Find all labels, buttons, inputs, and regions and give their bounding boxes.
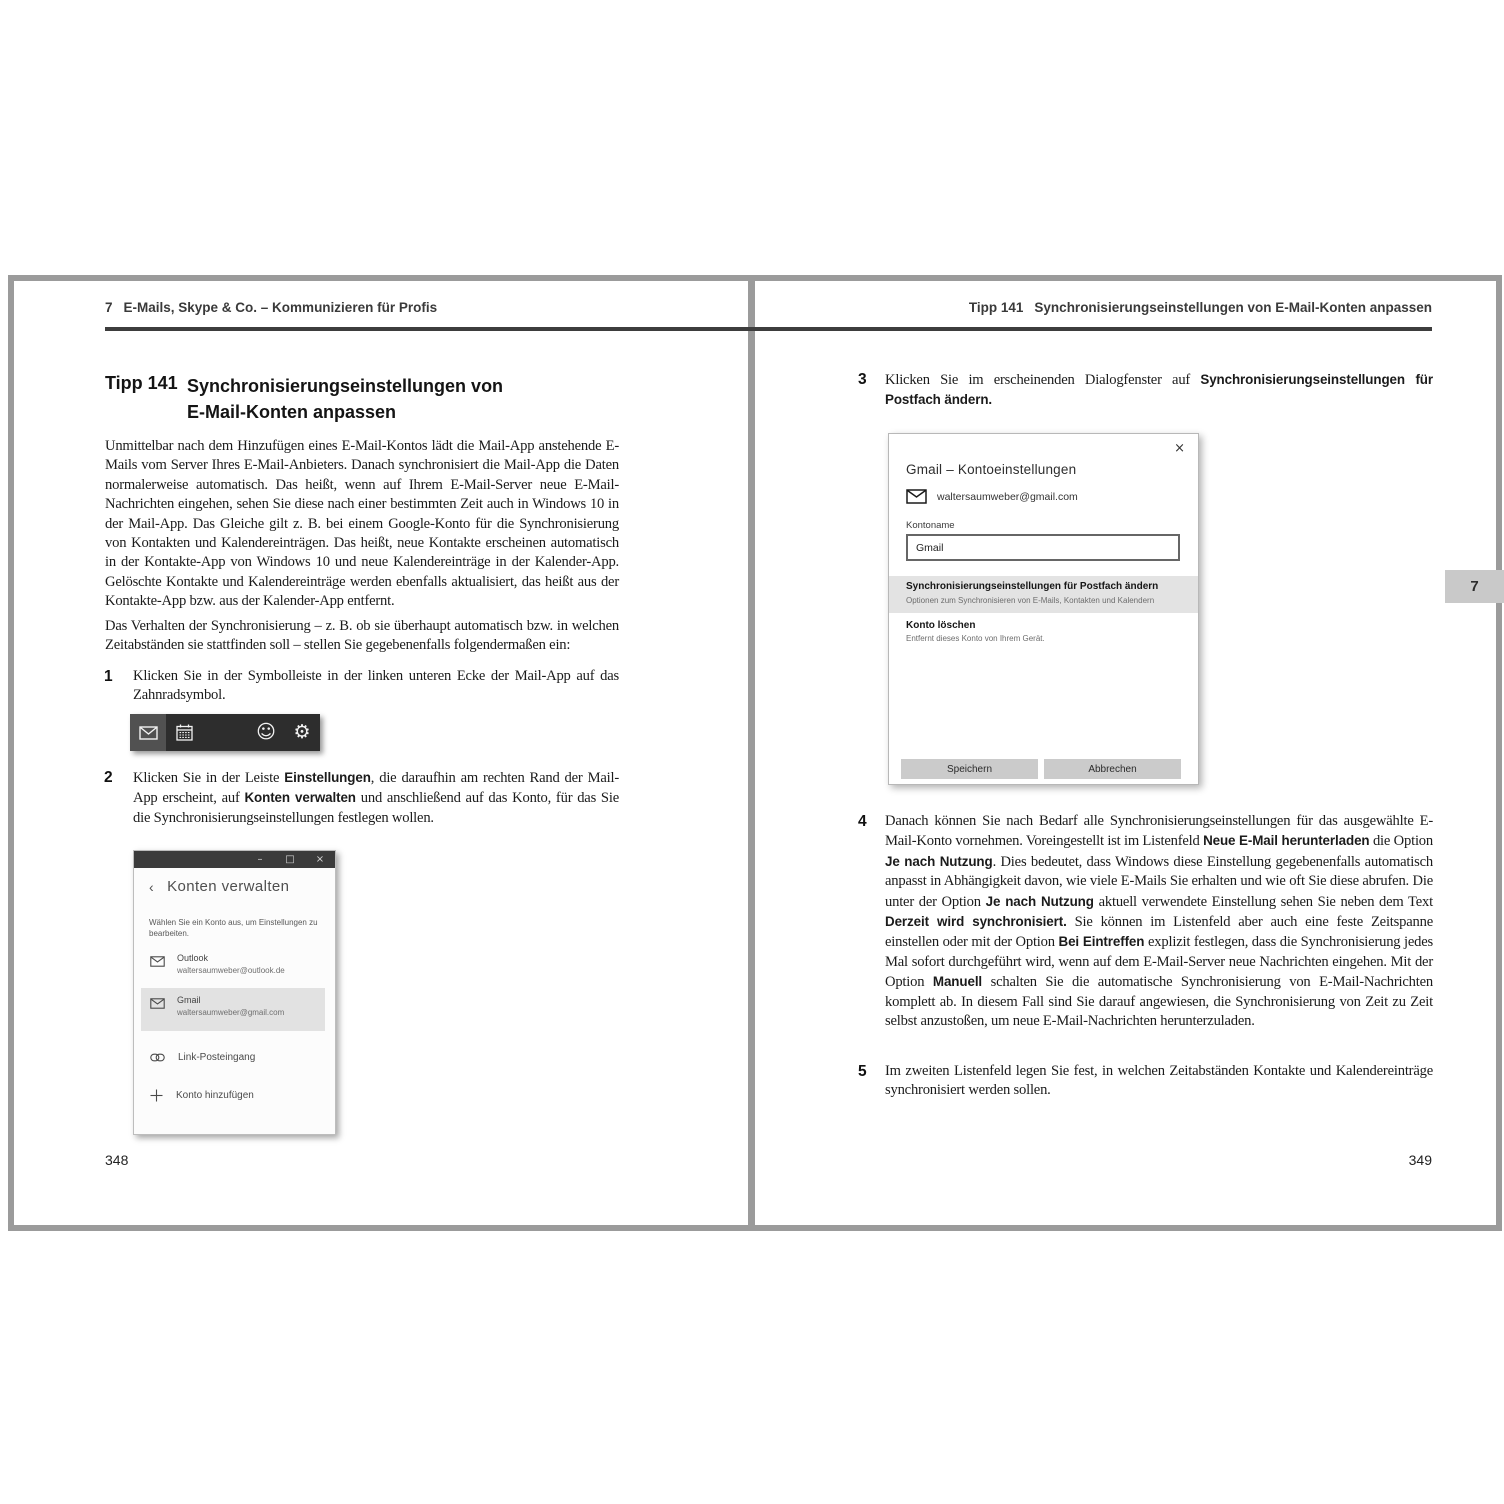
back-icon[interactable]: ‹: [149, 878, 155, 895]
gmail-settings-dialog: [888, 433, 1199, 785]
behavior-paragraph: Das Verhalten der Synchronisierung – z. B. ob sie überhaupt automatisch bzw. in welchen Zeitabständen sie stattfinden soll – stellen Sie gegebenenfalls folgendermaßen ein:: [105, 618, 619, 654]
gear-icon: ⚙: [293, 721, 311, 743]
right-header-tip-label: Tipp 141: [968, 300, 1024, 315]
account-name: Gmail: [177, 995, 201, 1005]
sync-settings-section[interactable]: [889, 576, 1198, 613]
step-4-text: Danach können Sie nach Bedarf alle Synchronisierungseinstellungen für das ausgewählte E-Mail-Konto vornehmen. Voreingestellt ist im Listenfeld Neue E-Mail herunterladen die Option Je nach Nutzung. Dies bedeutet, dass Windows diese Einstellung gegebenenfalls automatisch anpasst in Abhängigkeit davon, wie viele E-Mails Sie erhalten und wie oft Sie diese abrufen. Die unter der Option Je nach Nutzung aktuell verwendete Einstellung sehen Sie neben dem Text Derzeit wird synchronisiert. Sie können im Listenfeld aber auch eine feste Zeitspanne einstellen oder mit der Option Bei Eintreffen explizit festlegen, dass die Synchronisierung jedes Mal sofort durchgeführt wird, wenn auf dem E-Mail-Server neue Nachrichten eingehen. Mit der Option Manuell schalten Sie die automatische Synchronisierung von E-Mail-Nachrichten komplett ab. In diesem Fall sind Sie darauf angewiesen, die Synchronisierung von Zeit zu Zeit selbst anzustoßen, um neue E-Mail-Nachrichten herunterzuladen.: [885, 813, 1434, 1030]
step-3-text: Klicken Sie im erscheinenden Dialogfenster auf Synchronisierungseinstellungen für Postfach ändern.: [885, 372, 1433, 408]
mail-icon: [139, 726, 158, 740]
toolbar-spacer: [202, 714, 248, 751]
step-5-number: 5: [858, 1063, 867, 1080]
step-1-text: Klicken Sie in der Symbolleiste in der linken unteren Ecke der Mail-App auf das Zahnradsymbol.: [133, 668, 619, 704]
calendar-icon: [176, 724, 193, 741]
delete-account-section[interactable]: [889, 620, 1198, 654]
right-header-tip-title: Synchronisierungseinstellungen von E-Mail-Konten anpassen: [1034, 300, 1432, 315]
account-row-outlook[interactable]: [141, 946, 325, 980]
step-1-number: 1: [104, 668, 113, 685]
sync-settings-title: Synchronisierungseinstellungen für Postfach ändern: [906, 581, 1159, 592]
header-rule: [105, 327, 1432, 331]
kontoname-input[interactable]: [906, 534, 1180, 561]
linked-inbox-item[interactable]: [150, 1052, 255, 1063]
step-3-number: 3: [858, 371, 867, 388]
left-running-header: [105, 300, 437, 318]
tip-title-line1: Synchronisierungseinstellungen von: [187, 376, 504, 396]
close-icon[interactable]: ×: [1174, 441, 1185, 456]
cancel-button[interactable]: Abbrechen: [1044, 759, 1181, 779]
add-account-item[interactable]: [150, 1089, 254, 1102]
envelope-icon: [150, 998, 165, 1009]
left-page-number: 348: [105, 1152, 129, 1168]
left-header-chapter-number: 7: [105, 300, 113, 315]
minimize-icon[interactable]: –: [257, 854, 263, 865]
chapter-tab: [1445, 570, 1504, 603]
tip-title-line2: E-Mail-Konten anpassen: [187, 402, 397, 422]
chapter-tab-number: 7: [1470, 578, 1479, 595]
delete-account-subtitle: Entfernt dieses Konto von Ihrem Gerät.: [906, 634, 1045, 643]
link-icon: [150, 1052, 165, 1063]
linked-inbox-label: Link-Posteingang: [178, 1052, 256, 1063]
step-4-number: 4: [858, 813, 867, 830]
mail-button[interactable]: [130, 714, 166, 751]
step-5-text: Im zweiten Listenfeld legen Sie fest, in welchen Zeitabständen Kontakte und Kalendereinträge synchronisiert werden sollen.: [885, 1063, 1433, 1099]
emoji-button[interactable]: [248, 714, 284, 751]
tip-title: [187, 373, 503, 425]
envelope-icon: [150, 956, 165, 967]
intro-paragraph: Unmittelbar nach dem Hinzufügen eines E-Mail-Kontos lädt die Mail-App anstehende E-Mails vom Server Ihres E-Mail-Anbieters. Danach synchronisiert die Mail-App die Daten normalerweise automatisch. Das heißt, wenn auf Ihrem E-Mail-Server neue E-Mail-Nachrichten eingehen, sehen Sie diese nach einer bestimmten Zeit auch in Windows 10 in der Mail-App. Das Gleiche gilt z. B. bei einem Google-Konto für die Synchronisierung von Kontakten und Kalendereinträgen. Das heißt, neue Kontakte erscheinen automatisch in der Kontakte-App von Windows 10 und neue Kalendereinträge in der Kalender-App. Gelöschte Kontakte und Kalendereinträge werden ebenfalls aktualisiert, das heißt aus der Kontakte-App bzw. aus der Kalender-App entfernt.: [105, 438, 619, 610]
save-button[interactable]: Speichern: [901, 759, 1038, 779]
manage-accounts-window: [133, 850, 336, 1135]
kontoname-label: Kontoname: [906, 520, 955, 531]
settings-button[interactable]: [284, 714, 320, 751]
window-subtitle: Wählen Sie ein Konto aus, um Einstellungen zu bearbeiten.: [149, 918, 318, 938]
window-title: Konten verwalten: [167, 878, 290, 895]
tip-label: Tipp 141: [105, 373, 178, 393]
account-name: Outlook: [177, 953, 209, 963]
plus-icon: [150, 1089, 163, 1102]
window-heading: [149, 878, 289, 895]
add-account-label: Konto hinzufügen: [176, 1090, 254, 1101]
close-icon[interactable]: ×: [315, 854, 325, 865]
window-titlebar: [134, 851, 335, 868]
right-running-header: [756, 300, 1432, 318]
smiley-icon: ☺: [256, 721, 276, 743]
account-email: waltersaumweber@outlook.de: [177, 966, 285, 975]
step-2-text: Klicken Sie in der Leiste Einstellungen, die daraufhin am rechten Rand der Mail-App erscheint, auf Konten verwalten und anschließend auf das Konto, für das Sie die Synchronisierungseinstellungen festlegen wollen.: [133, 770, 619, 826]
mail-toolbar-screenshot: [130, 714, 320, 751]
maximize-icon[interactable]: □: [285, 854, 295, 865]
dialog-account-email: waltersaumweber@gmail.com: [937, 490, 1078, 503]
step-2-number: 2: [104, 769, 113, 786]
envelope-icon: [906, 489, 927, 504]
page-spine-divider: [748, 275, 755, 1231]
dialog-account-row: [906, 489, 1078, 504]
sync-settings-subtitle: Optionen zum Synchronisieren von E-Mails, Kontakten und Kalendern: [906, 596, 1155, 605]
account-row-gmail-selected[interactable]: [141, 988, 325, 1031]
account-email: waltersaumweber@gmail.com: [177, 1008, 285, 1017]
calendar-button[interactable]: [166, 714, 202, 751]
left-header-chapter-title: E-Mails, Skype & Co. – Kommunizieren für Profis: [123, 300, 438, 315]
delete-account-title: Konto löschen: [906, 620, 976, 631]
dialog-title: Gmail – Kontoeinstellungen: [906, 462, 1077, 477]
right-page-number: 349: [1408, 1152, 1432, 1168]
